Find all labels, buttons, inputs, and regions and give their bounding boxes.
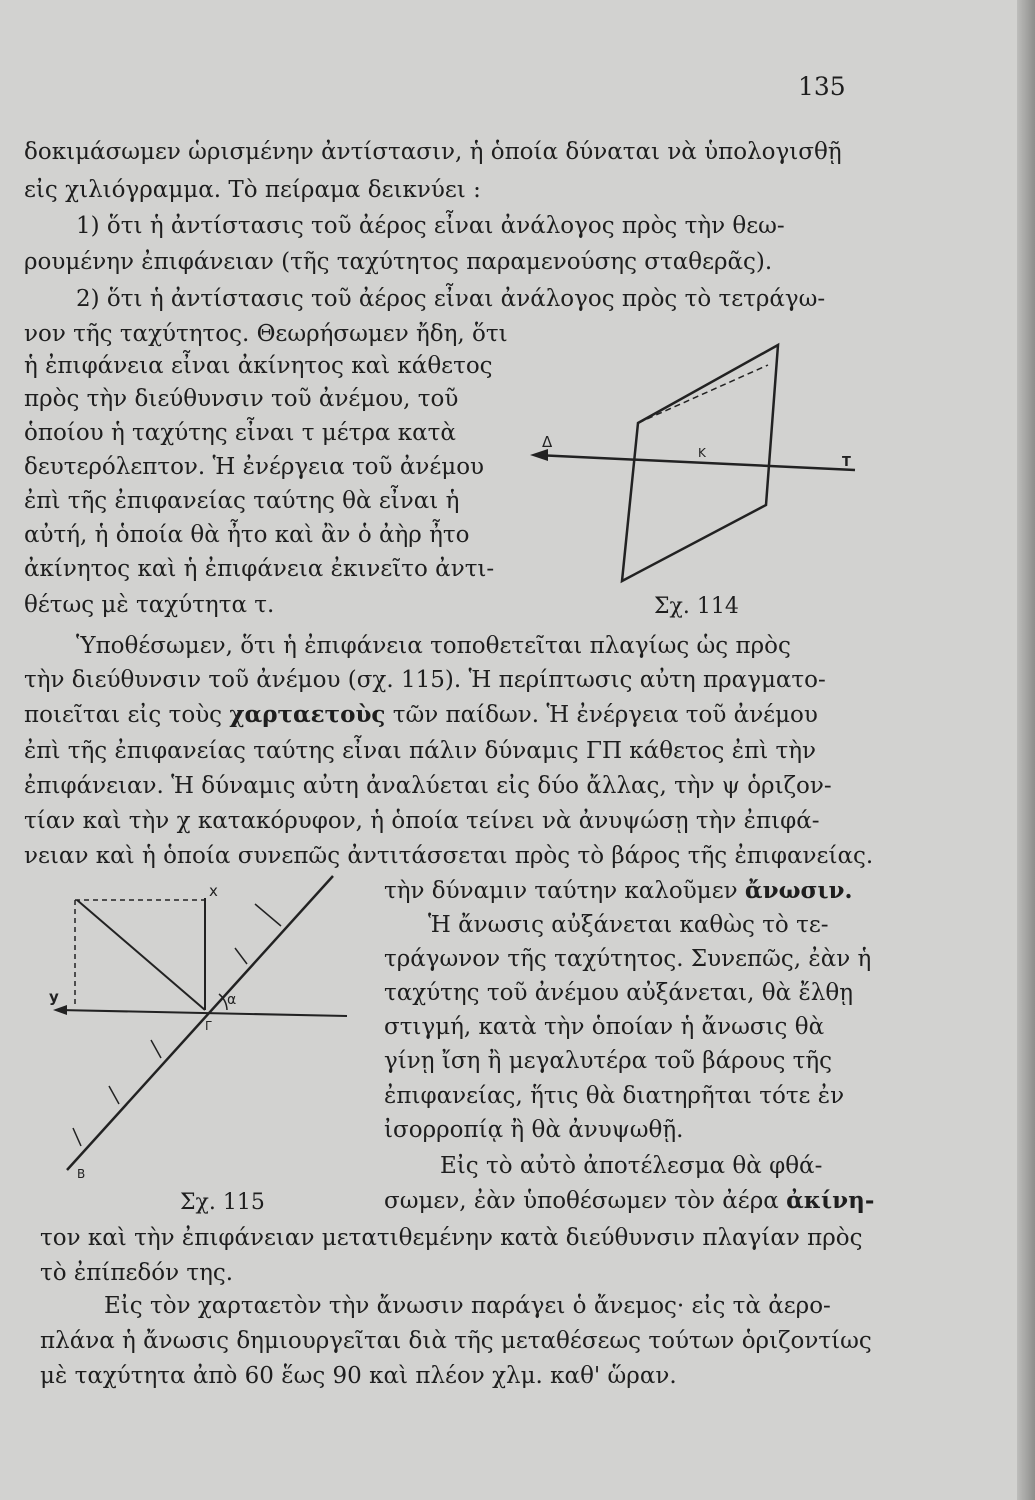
text-line — [384, 1187, 874, 1215]
text-line: 1) ὅτι ἡ ἀντίστασις τοῦ ἀέρος εἶναι ἀνάλογος πρὸς τὴν θεω- — [76, 213, 785, 239]
label-kappa: Κ — [698, 446, 706, 460]
figure-115-caption: Σχ. 115 — [180, 1190, 265, 1215]
label-beta: Β — [77, 1167, 86, 1181]
label-gamma: Γ — [205, 1019, 212, 1033]
hidden-edge — [638, 365, 768, 423]
text-line: στιγμή, κατὰ τὴν ὁποίαν ἡ ἄνωσις θὰ — [384, 1014, 825, 1040]
figure-114-diagram — [530, 335, 870, 595]
text-line: τὴν διεύθυνσιν τοῦ ἀνέμου (σχ. 115). Ἡ περίπτωσις αὐτη πραγματο- — [24, 667, 826, 693]
text-line: ὁποίου ἡ ταχύτης εἶναι τ μέτρα κατὰ — [24, 420, 456, 446]
bold-term: ἀκίνη- — [786, 1187, 875, 1214]
text-line: αὐτή, ἡ ὁποία θὰ ἦτο καὶ ἂν ὁ ἀὴρ ἦτο — [24, 522, 470, 548]
label-delta: Δ — [542, 433, 553, 451]
text-run: ποιεῖται εἰς τοὺς — [24, 702, 223, 728]
page-number: 135 — [798, 72, 846, 101]
text-line: Ὑποθέσωμεν, ὅτι ἡ ἐπιφάνεια τοποθετεῖται πλαγίως ὡς πρὸς — [76, 633, 791, 659]
figure-115-diagram — [45, 868, 375, 1188]
text-line: ἐπιφάνειαν. Ἡ δύναμις αὐτη ἀναλύεται εἰς δύο ἄλλας, τὴν ψ ὁριζον- — [24, 773, 832, 799]
kite-surface — [67, 876, 333, 1170]
text-run: τῶν παίδων. Ἡ ἐνέργεια τοῦ ἀνέμου — [392, 702, 818, 728]
label-y: y — [49, 988, 59, 1006]
text-line: ἐπὶ τῆς ἐπιφανείας ταύτης εἶναι πάλιν δύναμις ΓΠ κάθετος ἐπὶ τὴν — [24, 738, 817, 764]
y-arrowhead — [53, 1005, 67, 1015]
resultant-force — [77, 900, 205, 1010]
text-line — [384, 877, 853, 905]
text-line: νειαν καὶ ἡ ὁποία συνεπῶς ἀντιτάσσεται πρὸς τὸ βάρος τῆς ἐπιφανείας. — [24, 843, 874, 869]
text-line: ταχύτης τοῦ ἀνέμου αὐξάνεται, θὰ ἔλθῃ — [384, 980, 853, 1006]
bold-term: χαρταετοὺς — [229, 701, 386, 728]
text-line: τὸ ἐπίπεδόν της. — [40, 1260, 234, 1286]
text-run: τὴν δύναμιν ταύτην καλοῦμεν — [384, 878, 738, 904]
text-line: τίαν καὶ τὴν χ κατακόρυφον, ἡ ὁποία τείνει νὰ ἀνυψώσῃ τὴν ἐπιφά- — [24, 808, 820, 834]
wind-arrow — [109, 1086, 119, 1104]
text-line: 2) ὅτι ἡ ἀντίστασις τοῦ ἀέρος εἶναι ἀνάλογος πρὸς τὸ τετράγω- — [76, 286, 826, 312]
page-edge — [1017, 0, 1035, 1500]
text-line: ἐπὶ τῆς ἐπιφανείας ταύτης θὰ εἶναι ἡ — [24, 488, 460, 514]
text-line: ἀκίνητος καὶ ἡ ἐπιφάνεια ἐκινεῖτο ἀντι- — [24, 556, 495, 582]
text-line: ἐπιφανείας, ἥτις θὰ διατηρῆται τότε ἐν — [384, 1083, 845, 1109]
wind-arrow — [151, 1040, 161, 1058]
figure-114-caption: Σχ. 114 — [654, 594, 739, 619]
label-tau: Τ — [842, 455, 851, 470]
text-line: τον καὶ τὴν ἐπιφάνειαν μετατιθεμένην κατὰ διεύθυνσιν πλαγίαν πρὸς — [40, 1225, 863, 1251]
text-line: δευτερόλεπτον. Ἡ ἐνέργεια τοῦ ἀνέμου — [24, 454, 485, 480]
text-line: τράγωνον τῆς ταχύτητος. Συνεπῶς, ἐὰν ἡ — [384, 946, 872, 972]
text-line: θέτως μὲ ταχύτητα τ. — [24, 592, 275, 618]
text-run: σωμεν, ἐὰν ὑποθέσωμεν τὸν ἀέρα — [384, 1188, 779, 1214]
text-line — [24, 701, 818, 729]
label-x: x — [209, 882, 218, 900]
text-line: Ἡ ἄνωσις αὐξάνεται καθὼς τὸ τε- — [428, 912, 829, 938]
text-line: ἡ ἐπιφάνεια εἶναι ἀκίνητος καὶ κάθετος — [24, 353, 493, 379]
text-line: νον τῆς ταχύτητος. Θεωρήσωμεν ἤδη, ὅτι — [24, 321, 508, 347]
text-line: εἰς χιλιόγραμμα. Τὸ πείραμα δεικνύει : — [24, 177, 481, 203]
bold-term: ἄνωσιν. — [744, 877, 853, 904]
text-line: δοκιμάσωμεν ὡρισμένην ἀντίστασιν, ἡ ὁποία δύναται νὰ ὑπολογισθῇ — [24, 139, 842, 165]
wind-axis — [536, 455, 855, 470]
wind-arrow — [255, 904, 281, 926]
text-line: πλάνα ἡ ἄνωσις δημιουργεῖται διὰ τῆς μεταθέσεως τούτων ὁριζοντίως — [40, 1328, 872, 1354]
text-line: πρὸς τὴν διεύθυνσιν τοῦ ἀνέμου, τοῦ — [24, 386, 459, 412]
wind-arrow — [73, 1128, 81, 1146]
horizontal-axis — [59, 1010, 347, 1016]
label-alpha: α — [227, 992, 237, 1008]
text-line: ἰσορροπίᾳ ἢ θὰ ἀνυψωθῇ. — [384, 1117, 684, 1143]
text-line: Εἰς τὸ αὐτὸ ἀποτέλεσμα θὰ φθά- — [440, 1153, 823, 1179]
text-line: Εἰς τὸν χαρταετὸν τὴν ἄνωσιν παράγει ὁ ἄνεμος· εἰς τὰ ἀερο- — [104, 1293, 831, 1319]
wind-arrow — [235, 948, 247, 964]
text-line: ρουμένην ἐπιφάνειαν (τῆς ταχύτητος παραμενούσης σταθερᾶς). — [24, 249, 773, 275]
text-line: γίνῃ ἴση ἢ μεγαλυτέρα τοῦ βάρους τῆς — [384, 1048, 833, 1074]
text-line: μὲ ταχύτητα ἀπὸ 60 ἕως 90 καὶ πλέον χλμ. καθ' ὥραν. — [40, 1363, 677, 1389]
